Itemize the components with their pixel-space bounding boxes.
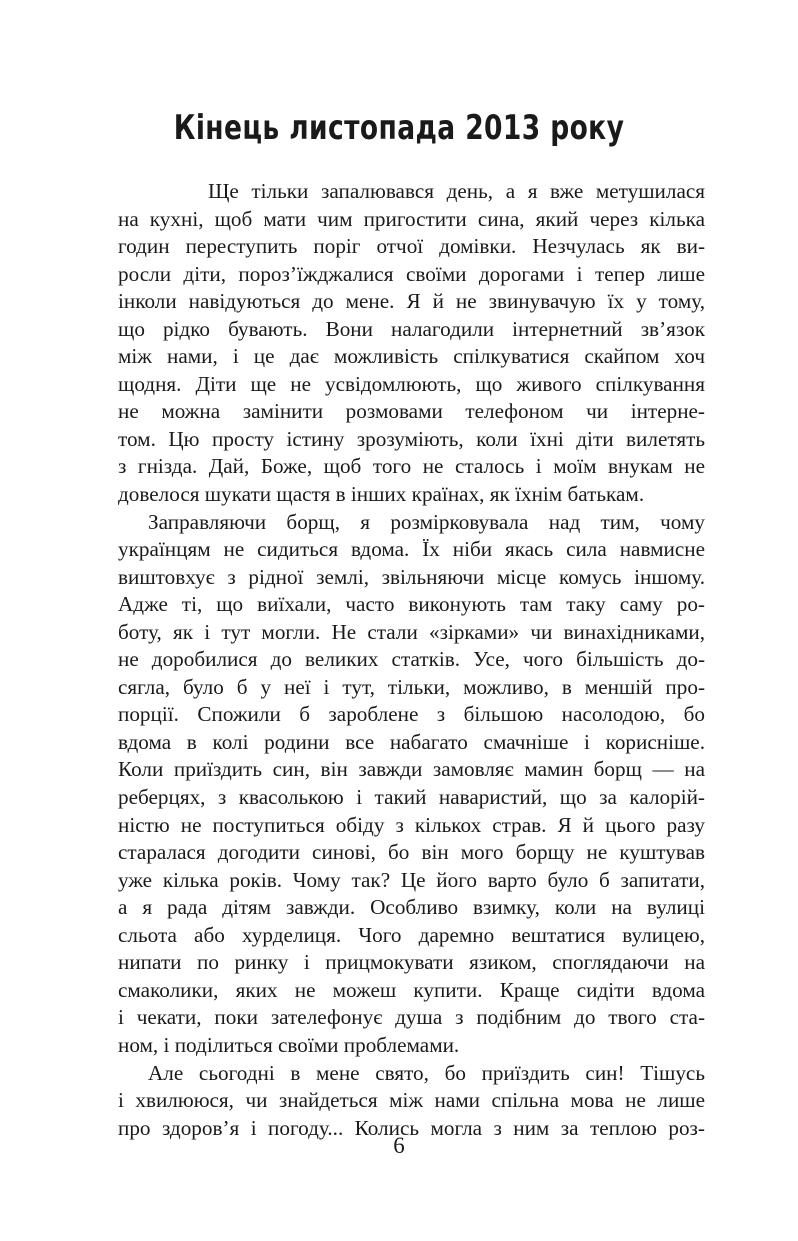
text-line: і чекати, поки зателефонує душа з подібним до твого ста-: [118, 1005, 705, 1030]
text-line: уже кілька років. Чому так? Це його варто було б запитати,: [118, 867, 705, 892]
text-line: українцям не сидиться вдома. Їх ніби якась сила навмисне: [118, 537, 705, 562]
text-line: годин переступить поріг отчої домівки. Незчулась як ви-: [118, 234, 705, 259]
text-line: довелося шукати щастя в інших країнах, як їхнім батькам.: [118, 482, 645, 507]
text-line: виштовхує з рідної землі, звільняючи місце комусь іншому.: [118, 564, 705, 589]
text-line: сльота або хурделиця. Чого даремно вештатися вулицею,: [118, 922, 705, 947]
text-line: на кухні, щоб мати чим пригостити сина, який через кілька: [118, 206, 705, 231]
text-line: порції. Спожили б зароблене з більшою насолодою, бо: [118, 702, 705, 727]
text-line: Але сьогодні в мене свято, бо приїздить син! Тішусь: [148, 1060, 705, 1085]
text-line: вдома в колі родини все набагато смачніше і корисніше.: [118, 729, 705, 754]
chapter-title: Кінець листопада 2013 року: [173, 108, 625, 148]
text-line: Ще тільки запалювався день, а я вже метушилася: [208, 179, 705, 203]
text-line: нипати по ринку і прицмокувати язиком, споглядаючи на: [118, 950, 705, 975]
text-line: сягла, було б у неї і тут, тільки, можливо, в меншій про-: [118, 674, 705, 699]
text-line: інколи навідуються до мене. Я й не звинувачую їх у тому,: [118, 289, 705, 314]
text-line: реберцях, з квасолькою і такий наваристий, що за калорій-: [118, 785, 705, 810]
text-line: щодня. Діти ще не усвідомлюють, що живого спілкування: [118, 371, 705, 396]
text-line: Адже ті, що виїхали, часто виконують там таку саму ро-: [118, 592, 705, 617]
text-line: боту, як і тут могли. Не стали «зірками» чи винахідниками,: [118, 619, 705, 644]
text-line: смаколики, яких не можеш купити. Краще сидіти вдома: [118, 977, 705, 1002]
text-line: не можна замінити розмовами телефоном чи інтерне-: [118, 399, 705, 424]
text-line: ністю не поступиться обіду з кількох страв. Я й цього разу: [118, 812, 705, 837]
text-line: росли діти, пороз’їжджалися своїми дорогами і тепер лише: [118, 261, 705, 286]
body-text: [118, 178, 705, 1142]
page-number: 6: [393, 1133, 405, 1158]
text-line: старалася догодити синові, бо він мого борщу не куштував: [118, 840, 705, 865]
text-line: і хвилююся, чи знайдеться між нами спільна мова не лише: [118, 1088, 705, 1113]
text-line: що рідко бувають. Вони налагодили інтернетний зв’язок: [118, 316, 705, 341]
text-line: ном, і поділиться своїми проблемами.: [118, 1032, 460, 1057]
text-line: про здоров’я і погоду... Колись могла з ним за теплою роз-: [118, 1115, 705, 1140]
text-line: а я рада дітям завжди. Особливо взимку, коли на вулиці: [118, 895, 705, 920]
text-line: з гнізда. Дай, Боже, щоб того не сталось і моїм внукам не: [118, 454, 705, 479]
text-line: між нами, і це дає можливість спілкуватися скайпом хоч: [118, 344, 705, 369]
text-line: Коли приїздить син, він завжди замовляє мамин борщ — на: [118, 757, 705, 782]
text-line: Заправляючи борщ, я розмірковувала над тим, чому: [148, 509, 705, 534]
text-line: не доробилися до великих статків. Усе, чого більшість до-: [118, 647, 705, 672]
text-line: том. Цю просту істину зрозуміють, коли їхні діти вилетять: [118, 426, 705, 451]
